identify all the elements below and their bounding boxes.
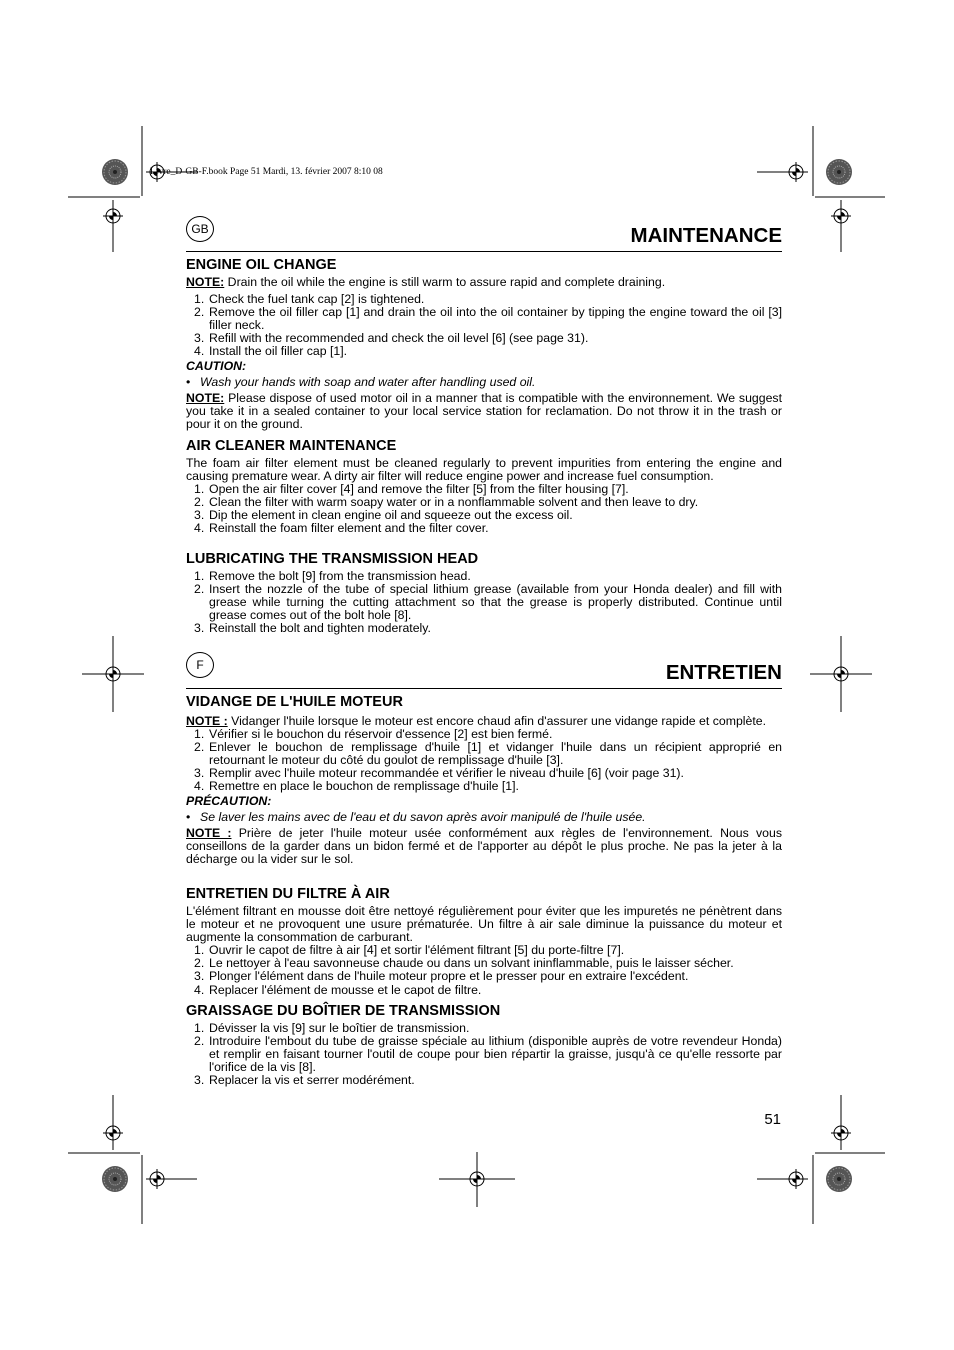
gb-oil-change [186,257,782,431]
oil-steps [186,728,782,793]
list-item: 3. Remplir avec l'huile moteur recommandée et vérifier le niveau d'huile [6] (voir page 31). [194,766,684,781]
list-item: 1. Open the air filter cover [4] and remove the filter [5] from the filter housing [7]. [194,482,629,497]
section-title-maintenance: MAINTENANCE [630,224,782,247]
list-item: 2. Le nettoyer à l'eau savonneuse chaude ou dans un solvant ininflammable, puis le laisser sécher. [194,956,734,971]
caution-label: PRÉCAUTION: [186,793,272,808]
language-badge-f: F [186,652,214,678]
list-item: 3. Plonger l'élément dans de l'huile moteur propre et le presser pour en extraire l'excédent. [194,969,689,984]
lube-steps [186,1022,782,1087]
heading-filtre-air: ENTRETIEN DU FILTRE À AIR [186,886,390,902]
air-intro: L'élément filtrant en mousse doit être nettoyé régulièrement pour éviter que les impuretés ne pénètrent dans le moteur et ne provoquent une usure prématurée. Un filtre à air sale diminue la puissance du moteur et augmente la consommation de carburant. [186,904,782,945]
air-steps [186,944,782,996]
fr-oil-change [186,694,782,866]
caution-bullet: • Wash your hands with soap and water after handling used oil. [186,374,536,389]
list-item: 4. Replacer l'élément de mousse et le capot de filtre. [194,982,482,997]
list-item: 2. Remove the oil filler cap [1] and drain the oil into the oil container by tipping the engine toward the oil [3] filler neck. [194,305,782,333]
list-item: 3. Replacer la vis et serrer modérément. [194,1073,415,1088]
section-title-entretien: ENTRETIEN [665,661,782,684]
caution-bullet: • Se laver les mains avec de l'eau et du savon après avoir manipulé de l'huile usée. [186,809,646,824]
heading-vidange: VIDANGE DE L'HUILE MOTEUR [186,694,403,710]
list-item: 2. Introduire l'embout du tube de graisse spéciale au lithium (disponible auprès de votre revendeur Honda) et remplir en faisant tourner l'outil de coupe pour bien répartir la graisse, jusqu'à ce qu'elle ressorte par l'orifice de la vis [8]. [194,1034,782,1075]
list-item: 2. Clean the filter with warm soapy water or in a nonflammable solvent and then leave to dry. [194,495,699,510]
gb-air-cleaner [186,438,782,536]
list-item: 3. Reinstall the bolt and tighten moderately. [194,621,431,636]
oil-steps [186,293,782,358]
air-steps [186,483,782,535]
list-item: 2. Insert the nozzle of the tube of special lithium grease (available from your Honda dealer) and fill with grease while turning the cutting attachment so that the grease is properly distributed. Continue until grease comes out of the bolt hole [8]. [194,582,782,623]
caution-label: CAUTION: [186,358,247,373]
gb-lubricating [186,551,782,635]
language-badge-gb: GB [186,216,214,242]
air-intro: The foam air filter element must be cleaned regularly to prevent impurities from entering the engine and causing premature wear. A dirty air filter will reduce engine power and increase fuel consumption. [186,456,782,484]
list-item: 4. Remettre en place le bouchon de remplissage d'huile [1]. [194,779,519,794]
section-rule [186,251,782,252]
note: NOTE: Drain the oil while the engine is still warm to assure rapid and complete draining. [186,275,666,289]
list-item: 4. Reinstall the foam filter element and the filter cover. [194,521,489,536]
heading-air-cleaner: AIR CLEANER MAINTENANCE [186,438,397,454]
fr-graissage [186,1003,782,1087]
note: NOTE : Vidanger l'huile lorsque le moteur est encore chaud afin d'assurer une vidange rapide et complète. [186,714,767,728]
section-rule [186,688,782,689]
list-item: 1. Dévisser la vis [9] sur le boîtier de transmission. [194,1021,470,1035]
print-file-info: Livre_D-GB-F.book Page 51 Mardi, 13. février 2007 8:10 08 [150,167,383,177]
heading-lubricating: LUBRICATING THE TRANSMISSION HEAD [186,551,479,567]
list-item: 4. Install the oil filler cap [1]. [194,344,348,359]
list-item: 1. Check the fuel tank cap [2] is tightened. [194,292,425,307]
lube-steps [186,570,782,635]
list-item: 2. Enlever le bouchon de remplissage d'huile [1] et vidanger l'huile dans un récipient approprié en retournant le moteur du côté du goulot de remplissage d'huile [3]. [194,740,782,768]
list-item: 1. Ouvrir le capot de filtre à air [4] et sortir l'élément filtrant [5] du porte-filtre [7]. [194,943,625,958]
disposal-note: NOTE: Please dispose of used motor oil in a manner that is compatible with the environnement. We suggest you take it in a sealed container to your local service station for reclamation. Do not throw it in the trash or pour it on the ground. [186,390,782,431]
disposal-note: NOTE : Prière de jeter l'huile moteur usée conformément aux règles de l'environnement. Nous vous conseillons de la garder dans un bidon fermé et de l'apporter au dépôt le plus proche. Ne pas la jeter à la décharge ou la vider sur le sol. [186,825,782,866]
list-item: 1. Remove the bolt [9] from the transmission head. [194,569,471,583]
fr-air-filter [186,886,782,997]
list-item: 1. Vérifier si le bouchon du réservoir d'essence [2] est bien fermé. [194,727,553,742]
heading-engine-oil-change: ENGINE OIL CHANGE [186,257,337,273]
list-item: 3. Dip the element in clean engine oil and squeeze out the excess oil. [194,508,573,523]
heading-graissage: GRAISSAGE DU BOÎTIER DE TRANSMISSION [186,1003,501,1019]
page-number: 51 [764,1111,781,1128]
list-item: 3. Refill with the recommended and check the oil level [6] (see page 31). [194,331,589,346]
